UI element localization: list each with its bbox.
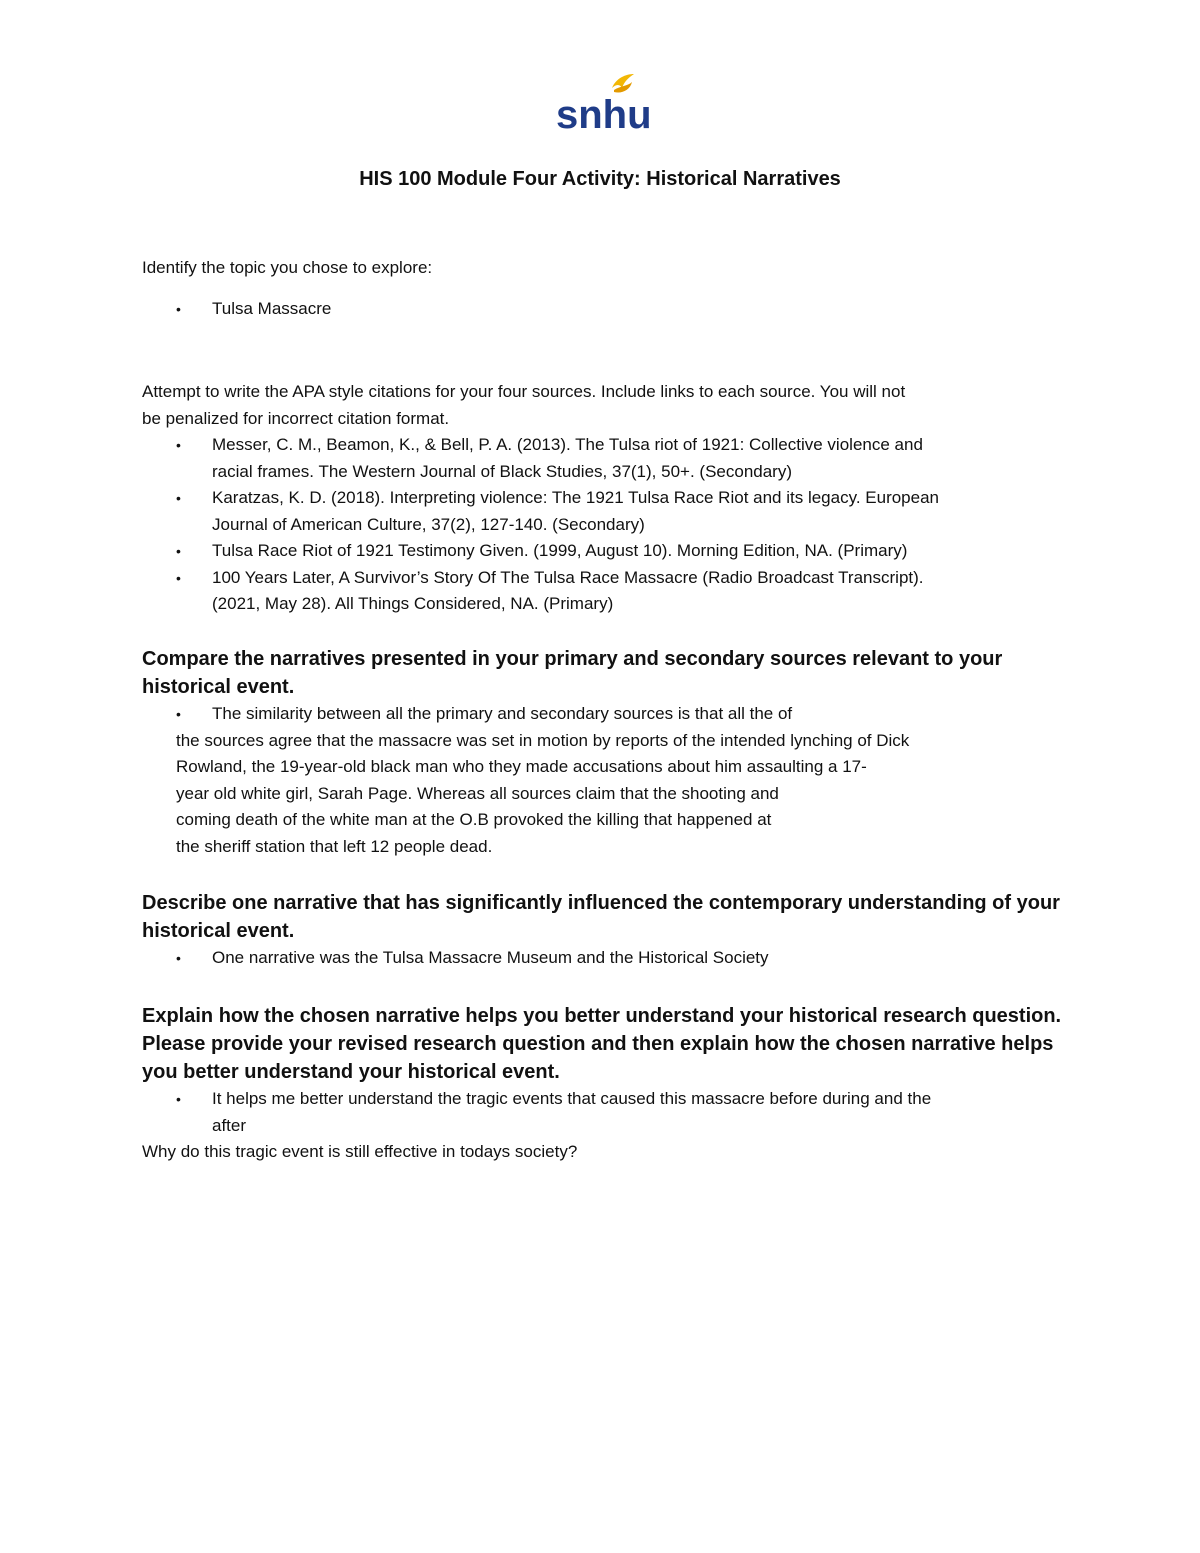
- bullet-icon: •: [176, 300, 181, 317]
- list-item: [142, 565, 1072, 618]
- compare-continuation-line: year old white girl, Sarah Page. Whereas all sources claim that the shooting and: [176, 783, 779, 803]
- list-item: [142, 432, 1072, 485]
- revised-research-question: Why do this tragic event is still effective in todays society?: [142, 1142, 578, 1161]
- describe-list: [142, 945, 1072, 972]
- list-item: • Tulsa Massacre: [142, 296, 1072, 323]
- citations-prompt-line1: Attempt to write the APA style citations for your four sources. Include links to each source. You will not: [142, 382, 906, 401]
- list-item: [142, 485, 1072, 538]
- list-item: • One narrative was the Tulsa Massacre Museum and the Historical Society: [142, 945, 1072, 972]
- document-title: HIS 100 Module Four Activity: Historical Narratives: [359, 168, 841, 190]
- list-item: • It helps me better understand the tragic events that caused this massacre before during and the after: [142, 1086, 1072, 1139]
- list-item: [142, 538, 1072, 565]
- explain-heading-line2: Please provide your revised research question and then explain how the chosen narrative helps: [142, 1033, 1054, 1055]
- explain-section: [142, 1002, 1072, 1166]
- topic-section: [142, 255, 1072, 322]
- topic-prompt: Identify the topic you chose to explore:: [142, 258, 433, 277]
- citation-line1: Messer, C. M., Beamon, K., & Bell, P. A. (2013). The Tulsa riot of 1921: Collective violence and: [212, 435, 923, 454]
- bullet-icon: •: [176, 1091, 181, 1107]
- compare-continuation-line: coming death of the white man at the O.B provoked the killing that happened at: [176, 810, 772, 829]
- compare-continuation-line: the sheriff station that left 12 people dead.: [176, 836, 493, 856]
- list-item: • The similarity between all the primary and secondary sources is that all the of: [142, 701, 1072, 728]
- citation-line2: (2021, May 28). All Things Considered, NA. (Primary): [212, 594, 614, 613]
- compare-list: [142, 701, 1072, 728]
- snhu-logo-mark: [554, 70, 652, 137]
- topic-list: [142, 296, 1072, 323]
- compare-heading-line2: historical event.: [142, 676, 295, 698]
- citation-line2: racial frames. The Western Journal of Black Studies, 37(1), 50+. (Secondary): [212, 461, 793, 481]
- bullet-icon: •: [176, 490, 181, 506]
- compare-heading-line1: Compare the narratives presented in your primary and secondary sources relevant to your: [142, 648, 1003, 670]
- citation-line1: 100 Years Later, A Survivor’s Story Of The Tulsa Race Massacre (Radio Broadcast Transcript).: [212, 567, 924, 587]
- describe-heading-line2: historical event.: [142, 920, 295, 942]
- compare-continuation-line: the sources agree that the massacre was set in motion by reports of the intended lynching of Dick: [176, 730, 910, 750]
- describe-heading-line1: Describe one narrative that has significantly influenced the contemporary understanding of your: [142, 892, 1060, 914]
- bullet-icon: •: [176, 706, 181, 722]
- compare-section: [142, 645, 1072, 860]
- explain-heading-line3: you better understand your historical event.: [142, 1061, 560, 1083]
- explain-heading-line1: Explain how the chosen narrative helps you better understand your historical research question.: [142, 1005, 1062, 1027]
- citation-line2: Journal of American Culture, 37(2), 127-140. (Secondary): [212, 514, 645, 534]
- citations-section: [142, 379, 1072, 618]
- bullet-icon: •: [176, 543, 181, 559]
- explain-list: [142, 1086, 1072, 1139]
- bullet-icon: •: [176, 437, 181, 453]
- citation-line1: Karatzas, K. D. (2018). Interpreting violence: The 1921 Tulsa Race Riot and its legacy. European: [212, 488, 939, 507]
- bullet-icon: •: [176, 950, 181, 966]
- describe-section: [142, 889, 1072, 972]
- bullet-icon: •: [176, 569, 181, 586]
- compare-continuation-line: Rowland, the 19-year-old black man who they made accusations about him assaulting a 17-: [176, 757, 867, 776]
- citations-list: [142, 432, 1072, 618]
- svg-text:snhu: snhu: [556, 93, 652, 137]
- snhu-logo: [554, 70, 652, 137]
- citation-line1: Tulsa Race Riot of 1921 Testimony Given. (1999, August 10). Morning Edition, NA. (Primary): [212, 541, 908, 560]
- citations-prompt-line2: be penalized for incorrect citation format.: [142, 408, 450, 428]
